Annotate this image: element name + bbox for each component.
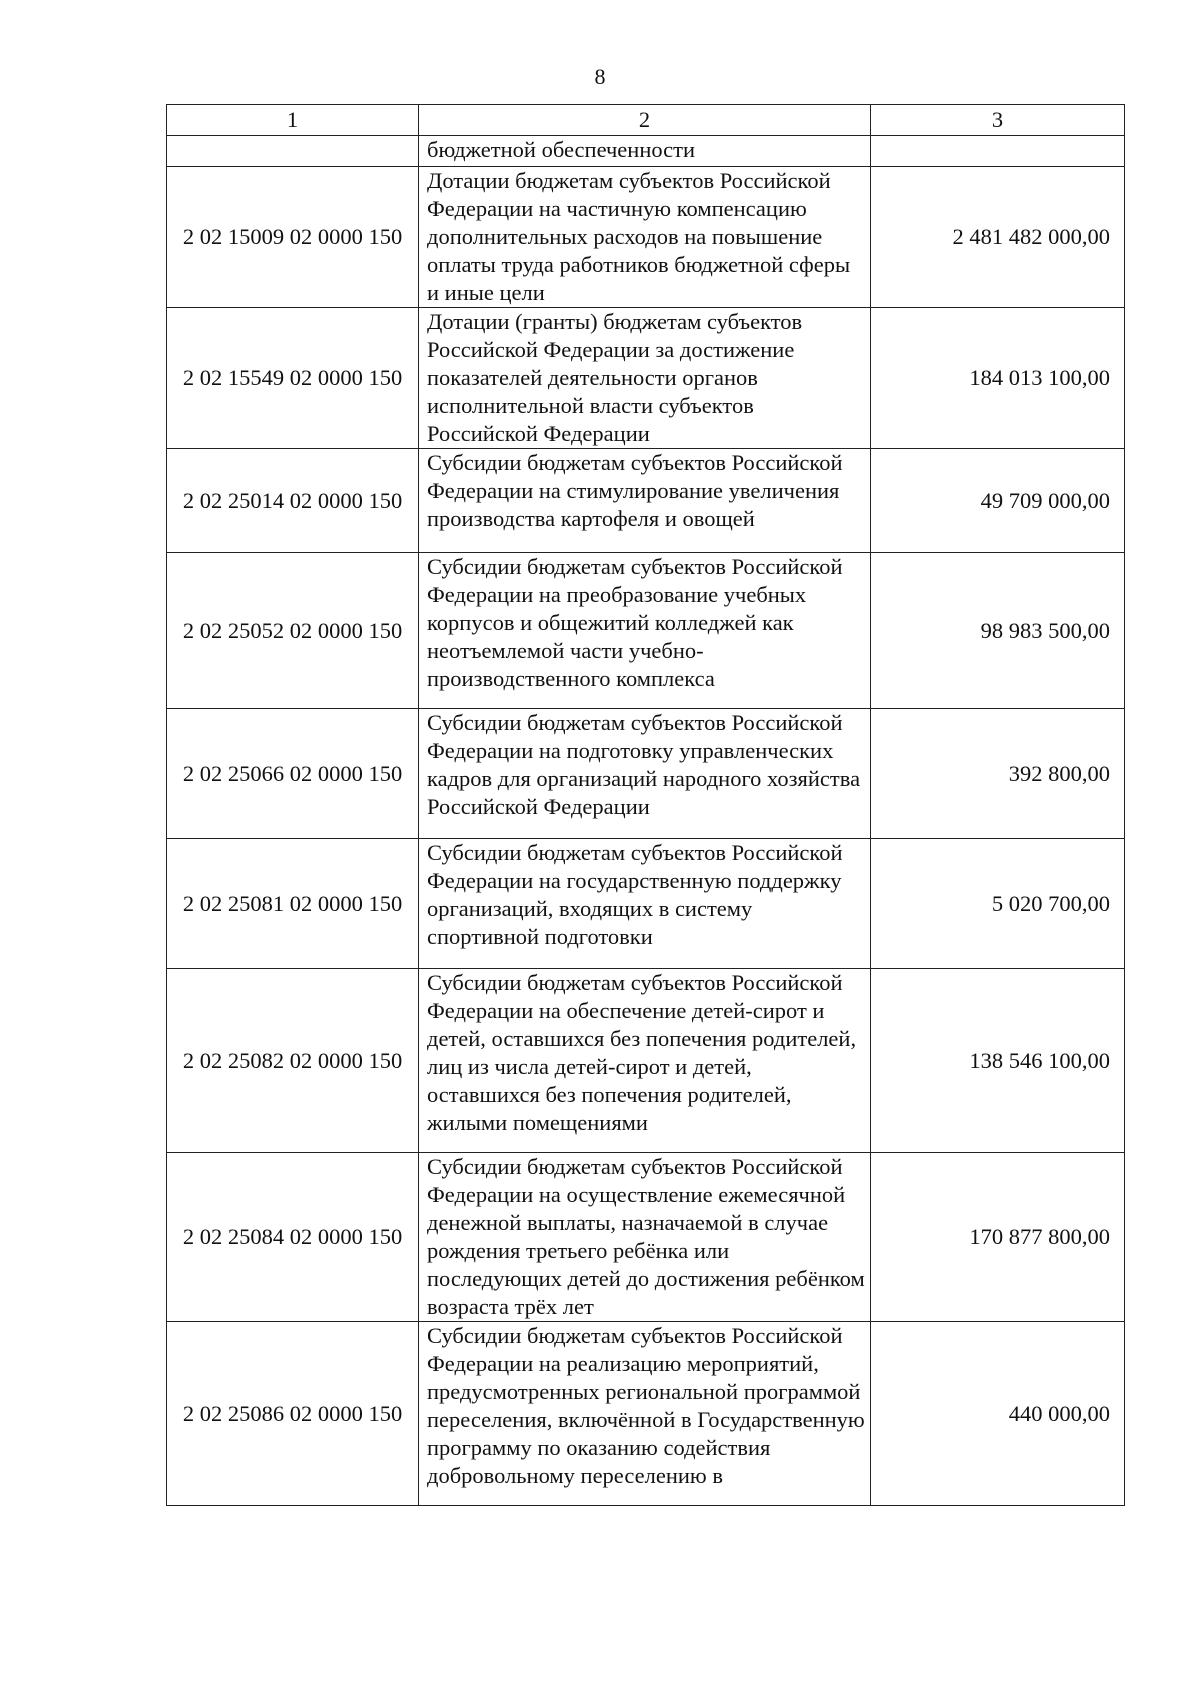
row-code: 2 02 25052 02 0000 150: [167, 553, 419, 709]
row-description: Субсидии бюджетам субъектов Российской Федерации на подготовку управленческих кадров для организаций народного хозяйства Российской Федерации: [419, 709, 871, 839]
table-row: [167, 449, 1125, 553]
header-col-3: 3: [871, 105, 1125, 136]
table-row: [167, 1322, 1125, 1506]
row-code: 2 02 25086 02 0000 150: [167, 1322, 419, 1506]
row-description: Дотации бюджетам субъектов Российской Федерации на частичную компенсацию дополнительных расходов на повышение оплаты труда работников бюджетной сферы и иные цели: [419, 167, 871, 308]
table-row: [167, 308, 1125, 449]
row-code: [167, 136, 419, 167]
row-description: Субсидии бюджетам субъектов Российской Федерации на обеспечение детей-сирот и детей, оставшихся без попечения родителей, лиц из числа детей-сирот и детей, оставшихся без попечения родителей, жилыми помещениями: [419, 969, 871, 1153]
row-amount: [871, 136, 1125, 167]
table-row: [167, 553, 1125, 709]
row-code: 2 02 25081 02 0000 150: [167, 839, 419, 969]
row-amount: 184 013 100,00: [871, 308, 1125, 449]
continuation-row: [167, 136, 1125, 167]
row-description: Субсидии бюджетам субъектов Российской Федерации на стимулирование увеличения производства картофеля и овощей: [419, 449, 871, 553]
header-col-2: 2: [419, 105, 871, 136]
row-code: 2 02 15549 02 0000 150: [167, 308, 419, 449]
header-col-1: 1: [167, 105, 419, 136]
row-description: Дотации (гранты) бюджетам субъектов Российской Федерации за достижение показателей деятельности органов исполнительной власти субъектов Российской Федерации: [419, 308, 871, 449]
table-row: [167, 839, 1125, 969]
row-amount: 49 709 000,00: [871, 449, 1125, 553]
row-amount: 2 481 482 000,00: [871, 167, 1125, 308]
budget-table: [166, 104, 1125, 1506]
row-amount: 138 546 100,00: [871, 969, 1125, 1153]
row-amount: 170 877 800,00: [871, 1153, 1125, 1322]
row-code: 2 02 25066 02 0000 150: [167, 709, 419, 839]
page-number: 8: [594, 64, 606, 89]
row-description: Субсидии бюджетам субъектов Российской Федерации на реализацию мероприятий, предусмотренных региональной программой переселения, включённой в Государственную программу по оказанию содействия добровольному переселению в: [419, 1322, 871, 1506]
row-amount: 5 020 700,00: [871, 839, 1125, 969]
table-row: [167, 709, 1125, 839]
table-row: [167, 167, 1125, 308]
row-description: Субсидии бюджетам субъектов Российской Федерации на государственную поддержку организаций, входящих в систему спортивной подготовки: [419, 839, 871, 969]
row-amount: 440 000,00: [871, 1322, 1125, 1506]
table-header-row: [167, 105, 1125, 136]
table-row: [167, 969, 1125, 1153]
row-code: 2 02 15009 02 0000 150: [167, 167, 419, 308]
row-code: 2 02 25082 02 0000 150: [167, 969, 419, 1153]
row-description: Субсидии бюджетам субъектов Российской Федерации на осуществление ежемесячной денежной выплаты, назначаемой в случае рождения третьего ребёнка или последующих детей до достижения ребёнком возраста трёх лет: [419, 1153, 871, 1322]
row-amount: 392 800,00: [871, 709, 1125, 839]
row-code: 2 02 25084 02 0000 150: [167, 1153, 419, 1322]
table-row: [167, 1153, 1125, 1322]
row-code: 2 02 25014 02 0000 150: [167, 449, 419, 553]
row-amount: 98 983 500,00: [871, 553, 1125, 709]
row-description: Субсидии бюджетам субъектов Российской Федерации на преобразование учебных корпусов и общежитий колледжей как неотъемлемой части учебно-производственного комплекса: [419, 553, 871, 709]
row-description: бюджетной обеспеченности: [419, 136, 871, 167]
